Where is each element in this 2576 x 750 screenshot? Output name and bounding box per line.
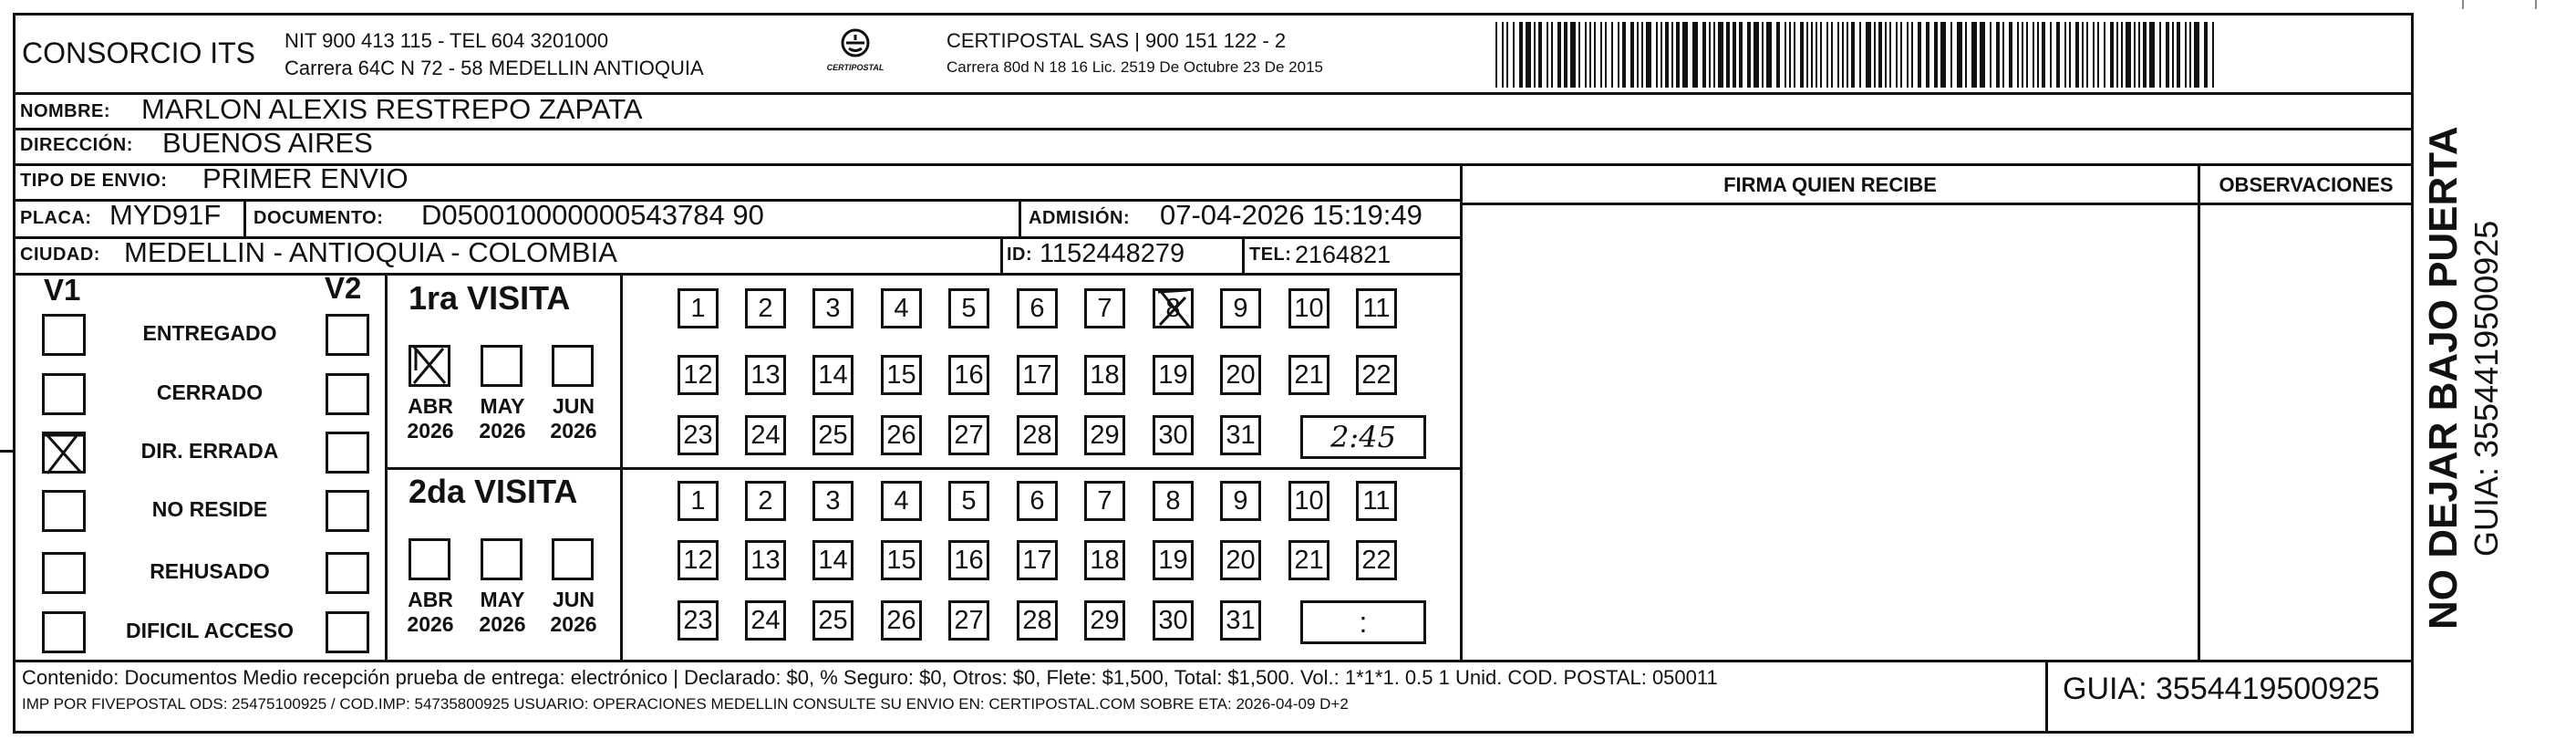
time-box[interactable]: 2:45 (1300, 415, 1426, 459)
margin-tick (0, 450, 13, 453)
recipient-tel: 2164821 (1295, 241, 1391, 268)
side-warning: NO DEJAR BAJO PUERTA (2421, 126, 2466, 630)
status-label: DIFICIL ACCESO (125, 619, 294, 642)
barcode-bar (1911, 22, 1913, 88)
margin-tick (2535, 0, 2537, 9)
barcode-bar (1564, 22, 1567, 88)
day-box[interactable]: 8 (1153, 288, 1194, 328)
day-box[interactable]: 20 (1220, 540, 1261, 580)
barcode-bar (1611, 22, 1613, 88)
barcode-bar (2037, 22, 2039, 88)
barcode-bar (1641, 22, 1643, 88)
barcode-bar (1859, 22, 1861, 88)
barcode-bar (1671, 22, 1673, 88)
barcode-bar (1990, 22, 1991, 88)
day-box[interactable]: 18 (1084, 540, 1125, 580)
month-label (403, 588, 458, 637)
barcode-bar (1800, 22, 1804, 88)
shipment-type: PRIMER ENVIO (202, 162, 409, 194)
day-box[interactable]: 14 (812, 540, 853, 580)
barcode-bar (2126, 22, 2131, 88)
barcode-bar (1794, 22, 1795, 88)
barcode-bar (2110, 22, 2114, 88)
barcode-bar (2002, 22, 2004, 88)
day-box[interactable]: 18 (1084, 355, 1125, 395)
barcode-bar (1874, 22, 1876, 88)
carrier-address: Carrera 80d N 18 16 Lic. 2519 De Octubre 23 De 2015 (947, 58, 1323, 76)
barcode-bar (1965, 22, 1967, 88)
barcode-bar (2134, 22, 2136, 88)
barcode-bar (2116, 22, 2118, 88)
barcode-bar (1789, 22, 1791, 88)
barcode-bar (1907, 22, 1909, 88)
day-box[interactable]: 17 (1017, 355, 1058, 395)
barcode-bar (2009, 22, 2012, 88)
day-box[interactable]: 4 (881, 481, 922, 521)
day-box[interactable]: 1 (678, 288, 719, 328)
recipient-id: 1152448279 (1040, 239, 1185, 268)
barcode-bar (1733, 22, 1736, 88)
v1-checkbox[interactable] (42, 611, 86, 653)
day-box[interactable]: 22 (1356, 355, 1397, 395)
day-box[interactable]: 4 (881, 288, 922, 328)
month-name: ABR (408, 588, 453, 611)
barcode-bar (2194, 22, 2199, 88)
logo-text: CERTIPOSTAL (826, 63, 885, 72)
barcode-bar (1866, 22, 1871, 88)
barcode-bar (1826, 22, 1828, 88)
day-box[interactable]: 27 (948, 600, 989, 641)
type-label: TIPO DE ENVIO: (20, 171, 168, 191)
barcode-bar (1918, 22, 1921, 88)
month-name: MAY (480, 394, 525, 418)
day-box[interactable]: 23 (678, 600, 719, 641)
side-guia: GUIA: 3554419500925 (2467, 220, 2505, 557)
observations-area[interactable] (2200, 205, 2412, 661)
barcode-bar (1702, 22, 1706, 88)
month-year: 2026 (479, 612, 526, 636)
barcode-bar (2177, 22, 2180, 88)
signature-column-header: FIRMA QUIEN RECIBE (1723, 173, 1937, 196)
barcode-bar (2159, 22, 2161, 88)
barcode-bar (2121, 22, 2123, 88)
barcode (1495, 22, 2225, 88)
barcode-bar (1847, 22, 1848, 88)
barcode-bar (2138, 22, 2140, 88)
barcode-bar (1811, 22, 1813, 88)
day-box[interactable]: 17 (1017, 540, 1058, 580)
recipient-address: BUENOS AIRES (162, 127, 373, 159)
company-name: CONSORCIO ITS (22, 36, 256, 69)
barcode-bar (1842, 22, 1844, 88)
barcode-bar (1709, 22, 1711, 88)
day-box[interactable]: 1 (678, 481, 719, 521)
day-box[interactable]: 25 (812, 600, 853, 641)
city: MEDELLIN - ANTIOQUIA - COLOMBIA (124, 236, 617, 268)
barcode-bar (1495, 22, 1497, 88)
day-box[interactable]: 26 (881, 600, 922, 641)
month-checkbox[interactable] (481, 345, 522, 387)
name-label: NOMBRE: (20, 101, 111, 121)
document-number: D050010000000543784 90 (421, 199, 764, 231)
barcode-bar (1766, 22, 1772, 88)
day-box[interactable]: 31 (1220, 415, 1261, 455)
status-label: ENTREGADO (142, 321, 277, 345)
barcode-bar (1618, 22, 1619, 88)
barcode-bar (2185, 22, 2187, 88)
barcode-bar (1665, 22, 1669, 88)
day-box[interactable]: 10 (1288, 288, 1329, 328)
barcode-bar (1605, 22, 1607, 88)
month-label (546, 588, 601, 637)
barcode-bar (1622, 22, 1626, 88)
barcode-bar (1551, 22, 1553, 88)
day-box[interactable]: 2 (745, 481, 786, 521)
document-label: DOCUMENTO: (253, 208, 384, 228)
certipostal-logo (810, 27, 901, 82)
day-box[interactable]: 31 (1220, 600, 1261, 641)
barcode-bar (1676, 22, 1680, 88)
day-box[interactable]: 12 (678, 540, 719, 580)
plate: MYD91F (109, 199, 222, 231)
v1-checkbox[interactable] (42, 314, 86, 356)
day-box[interactable]: 3 (812, 288, 853, 328)
month-label (546, 394, 601, 443)
day-box[interactable]: 10 (1288, 481, 1329, 521)
day-box[interactable]: 13 (745, 540, 786, 580)
barcode-bar (1747, 22, 1751, 88)
barcode-bar (1718, 22, 1723, 88)
barcode-bar (2050, 22, 2052, 88)
status-label: REHUSADO (150, 559, 270, 583)
v2-checkbox[interactable] (326, 314, 369, 356)
month-checkbox[interactable] (409, 538, 450, 580)
day-box[interactable]: 27 (948, 415, 989, 455)
day-box[interactable]: 30 (1153, 415, 1194, 455)
month-name: JUN (552, 588, 595, 611)
barcode-bar (2097, 22, 2099, 88)
v2-checkbox[interactable] (326, 611, 369, 653)
month-year: 2026 (407, 612, 454, 636)
barcode-bar (1831, 22, 1833, 88)
day-box[interactable]: 6 (1017, 481, 1058, 521)
month-name: ABR (408, 394, 453, 418)
month-year: 2026 (407, 419, 454, 443)
time-box[interactable]: : (1300, 600, 1426, 644)
barcode-bar (1526, 22, 1531, 88)
v1-checkbox[interactable] (42, 490, 86, 532)
barcode-bar (1589, 22, 1591, 88)
month-year: 2026 (479, 419, 526, 443)
barcode-bar (1837, 22, 1839, 88)
day-box[interactable]: 24 (745, 600, 786, 641)
barcode-bar (1713, 22, 1715, 88)
day-box[interactable]: 13 (745, 355, 786, 395)
barcode-bar (1900, 22, 1902, 88)
tel-label: TEL: (1249, 245, 1292, 265)
address-label: DIRECCIÓN: (20, 135, 133, 155)
barcode-bar (1656, 22, 1658, 88)
handwritten-check-mark (1151, 285, 1196, 330)
day-box[interactable]: 11 (1356, 481, 1397, 521)
barcode-bar (1513, 22, 1515, 88)
visit2-title: 2da VISITA (409, 473, 578, 510)
month-label (475, 394, 530, 443)
v2-checkbox[interactable] (326, 490, 369, 532)
day-box[interactable]: 22 (1356, 540, 1397, 580)
barcode-bar (2149, 22, 2155, 88)
barcode-bar (1762, 22, 1764, 88)
barcode-bar (2166, 22, 2169, 88)
day-box[interactable]: 21 (1288, 355, 1329, 395)
barcode-bar (1940, 22, 1946, 88)
signature-area[interactable] (1463, 205, 2198, 661)
company-nit: NIT 900 413 115 - TEL 604 3201000 (284, 29, 609, 52)
status-label: DIR. ERRADA (140, 439, 279, 463)
footer-guia: GUIA: 3554419500925 (2063, 672, 2380, 706)
day-box[interactable]: 21 (1288, 540, 1329, 580)
day-box[interactable]: 29 (1084, 415, 1125, 455)
admission-label: ADMISIÓN: (1029, 208, 1131, 228)
barcode-bar (2172, 22, 2174, 88)
barcode-bar (1754, 22, 1759, 88)
barcode-bar (1570, 22, 1576, 88)
day-box[interactable]: 26 (881, 415, 922, 455)
barcode-bar (2212, 22, 2214, 88)
barcode-bar (1950, 22, 1952, 88)
day-box[interactable]: 16 (948, 355, 989, 395)
barcode-bar (2042, 22, 2045, 88)
barcode-bar (1630, 22, 1634, 88)
barcode-bar (1851, 22, 1855, 88)
day-box[interactable]: 14 (812, 355, 853, 395)
carrier-name: CERTIPOSTAL SAS | 900 151 122 - 2 (947, 29, 1287, 52)
day-box[interactable]: 8 (1153, 481, 1194, 521)
city-label: CIUDAD: (20, 245, 100, 265)
id-label: ID: (1007, 245, 1033, 265)
footer-imp: IMP POR FIVEPOSTAL ODS: 25475100925 / COD.IMP: 54735800925 USUARIO: OPERACIONES MEDELLIN CONSULTE SU ENVIO EN: CERTIPOSTAL.COM SOBRE ETA: 2026-04-09 D+2 (22, 695, 1349, 713)
day-box[interactable]: 19 (1153, 540, 1194, 580)
barcode-bar (2082, 22, 2084, 88)
status-label: NO RESIDE (151, 497, 268, 521)
handwritten-check-mark (38, 428, 89, 477)
barcode-bar (1896, 22, 1898, 88)
barcode-bar (1637, 22, 1639, 88)
barcode-bar (2104, 22, 2105, 88)
barcode-bar (2022, 22, 2023, 88)
day-box[interactable]: 12 (678, 355, 719, 395)
month-checkbox[interactable] (481, 538, 522, 580)
month-year: 2026 (550, 612, 597, 636)
day-box[interactable]: 5 (948, 481, 989, 521)
barcode-bar (2093, 22, 2095, 88)
v1-checkbox[interactable] (42, 552, 86, 594)
barcode-bar (2026, 22, 2028, 88)
observations-column-header: OBSERVACIONES (2219, 173, 2394, 196)
barcode-bar (1878, 22, 1882, 88)
day-box[interactable]: 23 (678, 415, 719, 455)
barcode-bar (1934, 22, 1938, 88)
barcode-bar (1547, 22, 1548, 88)
barcode-bar (2069, 22, 2071, 88)
v2-checkbox[interactable] (326, 373, 369, 415)
recipient-name: MARLON ALEXIS RESTREPO ZAPATA (141, 93, 643, 125)
barcode-bar (1682, 22, 1688, 88)
day-box[interactable]: 28 (1017, 415, 1058, 455)
day-box[interactable]: 15 (881, 540, 922, 580)
barcode-bar (1739, 22, 1743, 88)
barcode-bar (1785, 22, 1786, 88)
handwritten-check-mark (407, 343, 452, 389)
barcode-bar (2204, 22, 2208, 88)
v1-label: V1 (44, 273, 81, 307)
barcode-bar (1816, 22, 1817, 88)
barcode-bar (1957, 22, 1962, 88)
barcode-bar (1538, 22, 1542, 88)
barcode-bar (2033, 22, 2034, 88)
barcode-bar (1726, 22, 1730, 88)
barcode-bar (1776, 22, 1780, 88)
month-checkbox[interactable] (552, 538, 594, 580)
month-checkbox[interactable] (552, 345, 594, 387)
barcode-bar (1557, 22, 1561, 88)
month-name: JUN (552, 394, 595, 418)
v2-label: V2 (325, 271, 362, 305)
barcode-bar (2017, 22, 2019, 88)
month-name: MAY (480, 588, 525, 611)
status-label: CERRADO (156, 380, 264, 404)
barcode-bar (1534, 22, 1536, 88)
v2-checkbox[interactable] (326, 432, 369, 474)
day-box[interactable]: 30 (1153, 600, 1194, 641)
day-box[interactable]: 29 (1084, 600, 1125, 641)
barcode-bar (1519, 22, 1523, 88)
barcode-bar (2086, 22, 2088, 88)
barcode-bar (1820, 22, 1822, 88)
visit1-title: 1ra VISITA (409, 279, 571, 317)
barcode-bar (1578, 22, 1580, 88)
barcode-bar (2075, 22, 2079, 88)
logo-icon (835, 27, 875, 60)
barcode-bar (1646, 22, 1651, 88)
barcode-bar (1502, 22, 1504, 88)
barcode-bar (1971, 22, 1977, 88)
day-box[interactable]: 2 (745, 288, 786, 328)
admission-date: 07-04-2026 15:19:49 (1160, 199, 1422, 231)
barcode-bar (2189, 22, 2191, 88)
barcode-bar (1692, 22, 1698, 88)
day-box[interactable]: 6 (1017, 288, 1058, 328)
barcode-bar (1996, 22, 2000, 88)
barcode-bar (1585, 22, 1587, 88)
month-label (475, 588, 530, 637)
company-address: Carrera 64C N 72 - 58 MEDELLIN ANTIOQUIA (284, 57, 704, 79)
day-box[interactable]: 7 (1084, 288, 1125, 328)
day-box[interactable]: 11 (1356, 288, 1397, 328)
day-box[interactable]: 28 (1017, 600, 1058, 641)
day-box[interactable]: 5 (948, 288, 989, 328)
barcode-bar (1660, 22, 1662, 88)
day-box[interactable]: 9 (1220, 481, 1261, 521)
month-year: 2026 (550, 419, 597, 443)
day-box[interactable]: 3 (812, 481, 853, 521)
day-box[interactable]: 15 (881, 355, 922, 395)
day-box[interactable]: 24 (745, 415, 786, 455)
day-box[interactable]: 9 (1220, 288, 1261, 328)
day-box[interactable]: 7 (1084, 481, 1125, 521)
day-box[interactable]: 25 (812, 415, 853, 455)
day-box[interactable]: 19 (1153, 355, 1194, 395)
day-box[interactable]: 16 (948, 540, 989, 580)
barcode-bar (1506, 22, 1508, 88)
day-box[interactable]: 20 (1220, 355, 1261, 395)
barcode-bar (1885, 22, 1887, 88)
month-label (403, 394, 458, 443)
margin-tick (2462, 0, 2464, 9)
barcode-bar (1806, 22, 1808, 88)
barcode-bar (2064, 22, 2066, 88)
barcode-bar (1600, 22, 1602, 88)
barcode-bar (1980, 22, 1985, 88)
plate-label: PLACA: (20, 208, 92, 228)
barcode-bar (1889, 22, 1891, 88)
barcode-bar (2056, 22, 2060, 88)
barcode-bar (1594, 22, 1596, 88)
v2-checkbox[interactable] (326, 552, 369, 594)
footer-content: Contenido: Documentos Medio recepción prueba de entrega: electrónico | Declarado: $0, % Seguro: $0, Otros: $0, Flete: $1,500, Total: $1,500. Vol.: 1*1*1. 0.5 1 Unid. COD. POSTAL: 050011 (22, 666, 1718, 689)
v1-checkbox[interactable] (42, 373, 86, 415)
barcode-bar (2143, 22, 2147, 88)
barcode-bar (1926, 22, 1929, 88)
